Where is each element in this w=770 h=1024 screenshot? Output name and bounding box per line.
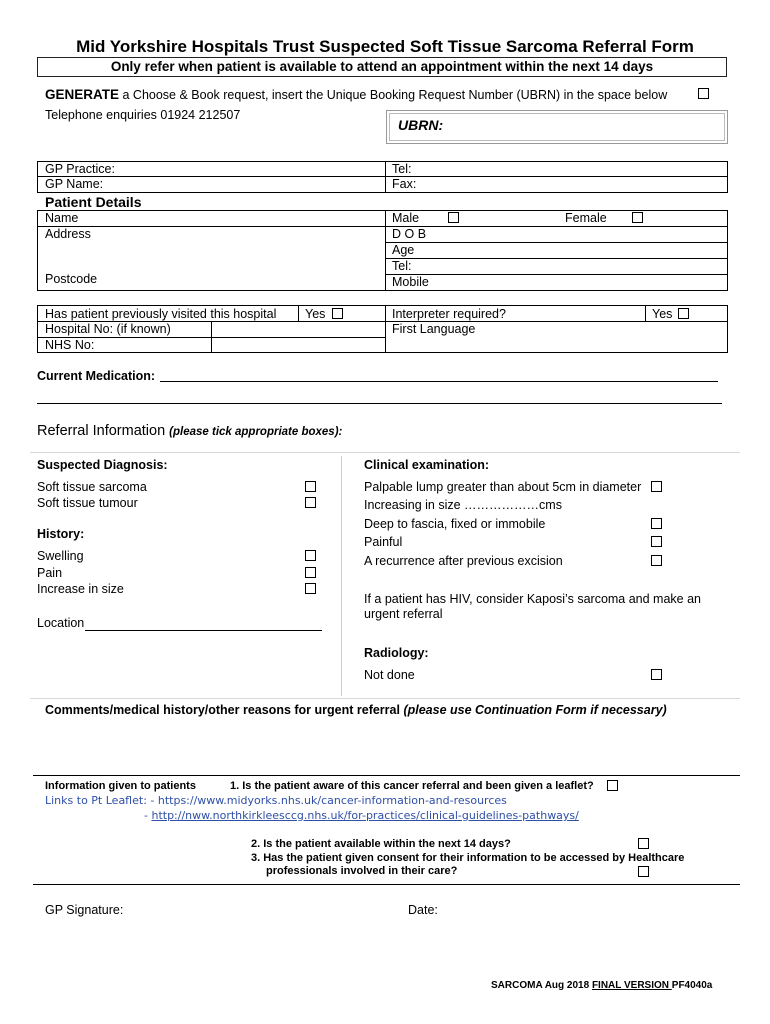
ubrn-label: UBRN: — [398, 117, 444, 133]
nhs-no-label: NHS No: — [45, 338, 95, 352]
date-label: Date: — [408, 903, 438, 917]
referral-note: (please tick appropriate boxes): — [169, 426, 343, 438]
diagnosis-sarcoma-checkbox[interactable] — [305, 481, 316, 492]
radiology-not-done-checkbox[interactable] — [651, 669, 662, 680]
clinical-painful-checkbox[interactable] — [651, 536, 662, 547]
generate-instruction — [45, 87, 667, 102]
comments-bold: Comments/medical history/other reasons for urgent referral — [45, 703, 404, 717]
footer-final: FINAL VERSION — [591, 980, 672, 991]
male-checkbox[interactable] — [448, 212, 459, 223]
age-label: Age — [392, 243, 415, 257]
history-pain-checkbox[interactable] — [305, 567, 316, 578]
info-q2: 2. Is the patient available within the next 14 days? — [251, 838, 511, 850]
mobile-label: Mobile — [392, 275, 429, 289]
footer — [491, 980, 712, 991]
gp-name-label: GP Name: — [45, 177, 104, 191]
patient-name-label: Name — [45, 211, 79, 225]
female-label: Female — [565, 211, 607, 225]
visited-yes-checkbox[interactable] — [332, 308, 343, 319]
visited-yes-label: Yes — [305, 307, 326, 321]
history-item-pain: Pain — [37, 566, 63, 580]
history-swelling-checkbox[interactable] — [305, 550, 316, 561]
current-medication-label: Current Medication: — [37, 369, 156, 383]
info-q3-line1: 3. Has the patient given consent for their information to be accessed by Healthcare — [251, 852, 685, 864]
divider — [30, 452, 740, 453]
clinical-item-increasing: Increasing in size ………………cms — [364, 498, 562, 512]
leaflet-checkbox[interactable] — [607, 780, 618, 791]
link2-prefix: - — [144, 809, 152, 822]
generate-checkbox[interactable] — [698, 88, 709, 99]
hiv-note-line2: urgent referral — [364, 607, 443, 621]
links-label: Links to Pt Leaflet: - — [45, 794, 158, 807]
leaflet-link-2[interactable]: http://nww.northkirkleesccg.nhs.uk/for-practices/clinical-guidelines-pathways/ — [151, 809, 579, 822]
divider — [30, 698, 740, 699]
clinical-examination-heading: Clinical examination: — [364, 458, 490, 472]
previously-visited-label: Has patient previously visited this hospital — [45, 307, 277, 321]
patient-details-heading: Patient Details — [45, 194, 142, 210]
radiology-not-done: Not done — [364, 668, 415, 682]
dob-label: D O B — [392, 227, 427, 241]
info-q1: 1. Is the patient aware of this cancer referral and been given a leaflet? — [230, 780, 594, 792]
info-q3-line2: professionals involved in their care? — [266, 865, 458, 877]
location-line[interactable] — [85, 630, 322, 631]
interpreter-yes-label: Yes — [652, 307, 673, 321]
clinical-item-deep: Deep to fascia, fixed or immobile — [364, 517, 546, 531]
gp-signature-label: GP Signature: — [45, 903, 124, 917]
male-label: Male — [392, 211, 420, 225]
hospital-no-label: Hospital No: (if known) — [45, 322, 171, 336]
consent-checkbox[interactable] — [638, 866, 649, 877]
form-title: Mid Yorkshire Hospitals Trust Suspected Soft Tissue Sarcoma Referral Form — [76, 37, 694, 56]
history-item-swelling: Swelling — [37, 549, 84, 563]
patient-postcode-label: Postcode — [45, 272, 98, 286]
location-label: Location — [37, 616, 85, 630]
history-increase-checkbox[interactable] — [305, 583, 316, 594]
clinical-deep-checkbox[interactable] — [651, 518, 662, 529]
history-item-increase: Increase in size — [37, 582, 124, 596]
leaflet-links — [45, 794, 507, 807]
generate-rest: a Choose & Book request, insert the Unique Booking Request Number (UBRN) in the space below — [119, 88, 668, 102]
divider — [33, 884, 740, 885]
diagnosis-item-sarcoma: Soft tissue sarcoma — [37, 480, 147, 494]
patient-address-label: Address — [45, 227, 91, 241]
gp-table — [37, 161, 728, 193]
footer-ref: PF4040a — [671, 980, 713, 991]
generate-bold: GENERATE — [45, 87, 120, 102]
suspected-diagnosis-heading: Suspected Diagnosis: — [37, 458, 168, 472]
history-heading: History: — [37, 527, 85, 541]
radiology-heading: Radiology: — [364, 646, 429, 660]
clinical-item-palpable: Palpable lump greater than about 5cm in diameter — [364, 480, 642, 494]
clinical-item-painful: Painful — [364, 535, 403, 549]
first-language-label: First Language — [392, 322, 476, 336]
clinical-palpable-checkbox[interactable] — [651, 481, 662, 492]
comments-label — [45, 703, 667, 717]
female-checkbox[interactable] — [632, 212, 643, 223]
footer-code: SARCOMA Aug 2018 — [491, 980, 592, 991]
interpreter-label: Interpreter required? — [392, 307, 506, 321]
diagnosis-tumour-checkbox[interactable] — [305, 497, 316, 508]
hiv-note-line1: If a patient has HIV, consider Kaposi’s sarcoma and make an — [364, 592, 701, 606]
gp-tel-label: Tel: — [392, 162, 412, 176]
gp-fax-label: Fax: — [392, 177, 417, 191]
telephone-enquiries: Telephone enquiries 01924 212507 — [45, 108, 241, 122]
divider — [33, 775, 740, 776]
referral-heading — [37, 423, 342, 439]
leaflet-link-2-row — [144, 809, 579, 822]
diagnosis-item-tumour: Soft tissue tumour — [37, 496, 138, 510]
referral-heading-text: Referral Information — [37, 423, 166, 439]
leaflet-link-1[interactable]: https://www.midyorks.nhs.uk/cancer-information-and-resources — [157, 794, 507, 807]
comments-italic: (please use Continuation Form if necessary) — [403, 703, 667, 717]
patient-tel-label: Tel: — [392, 259, 412, 273]
available-14-days-checkbox[interactable] — [638, 838, 649, 849]
medication-line[interactable] — [160, 381, 718, 382]
banner-text: Only refer when patient is available to attend an appointment within the next 14 days — [110, 59, 654, 74]
info-given-label: Information given to patients — [45, 780, 196, 792]
column-divider — [341, 456, 342, 696]
patient-table — [37, 210, 728, 291]
clinical-recurrence-checkbox[interactable] — [651, 555, 662, 566]
medication-line-2[interactable] — [37, 403, 722, 404]
gp-practice-label: GP Practice: — [45, 162, 115, 176]
clinical-item-recurrence: A recurrence after previous excision — [364, 554, 563, 568]
interpreter-yes-checkbox[interactable] — [678, 308, 689, 319]
